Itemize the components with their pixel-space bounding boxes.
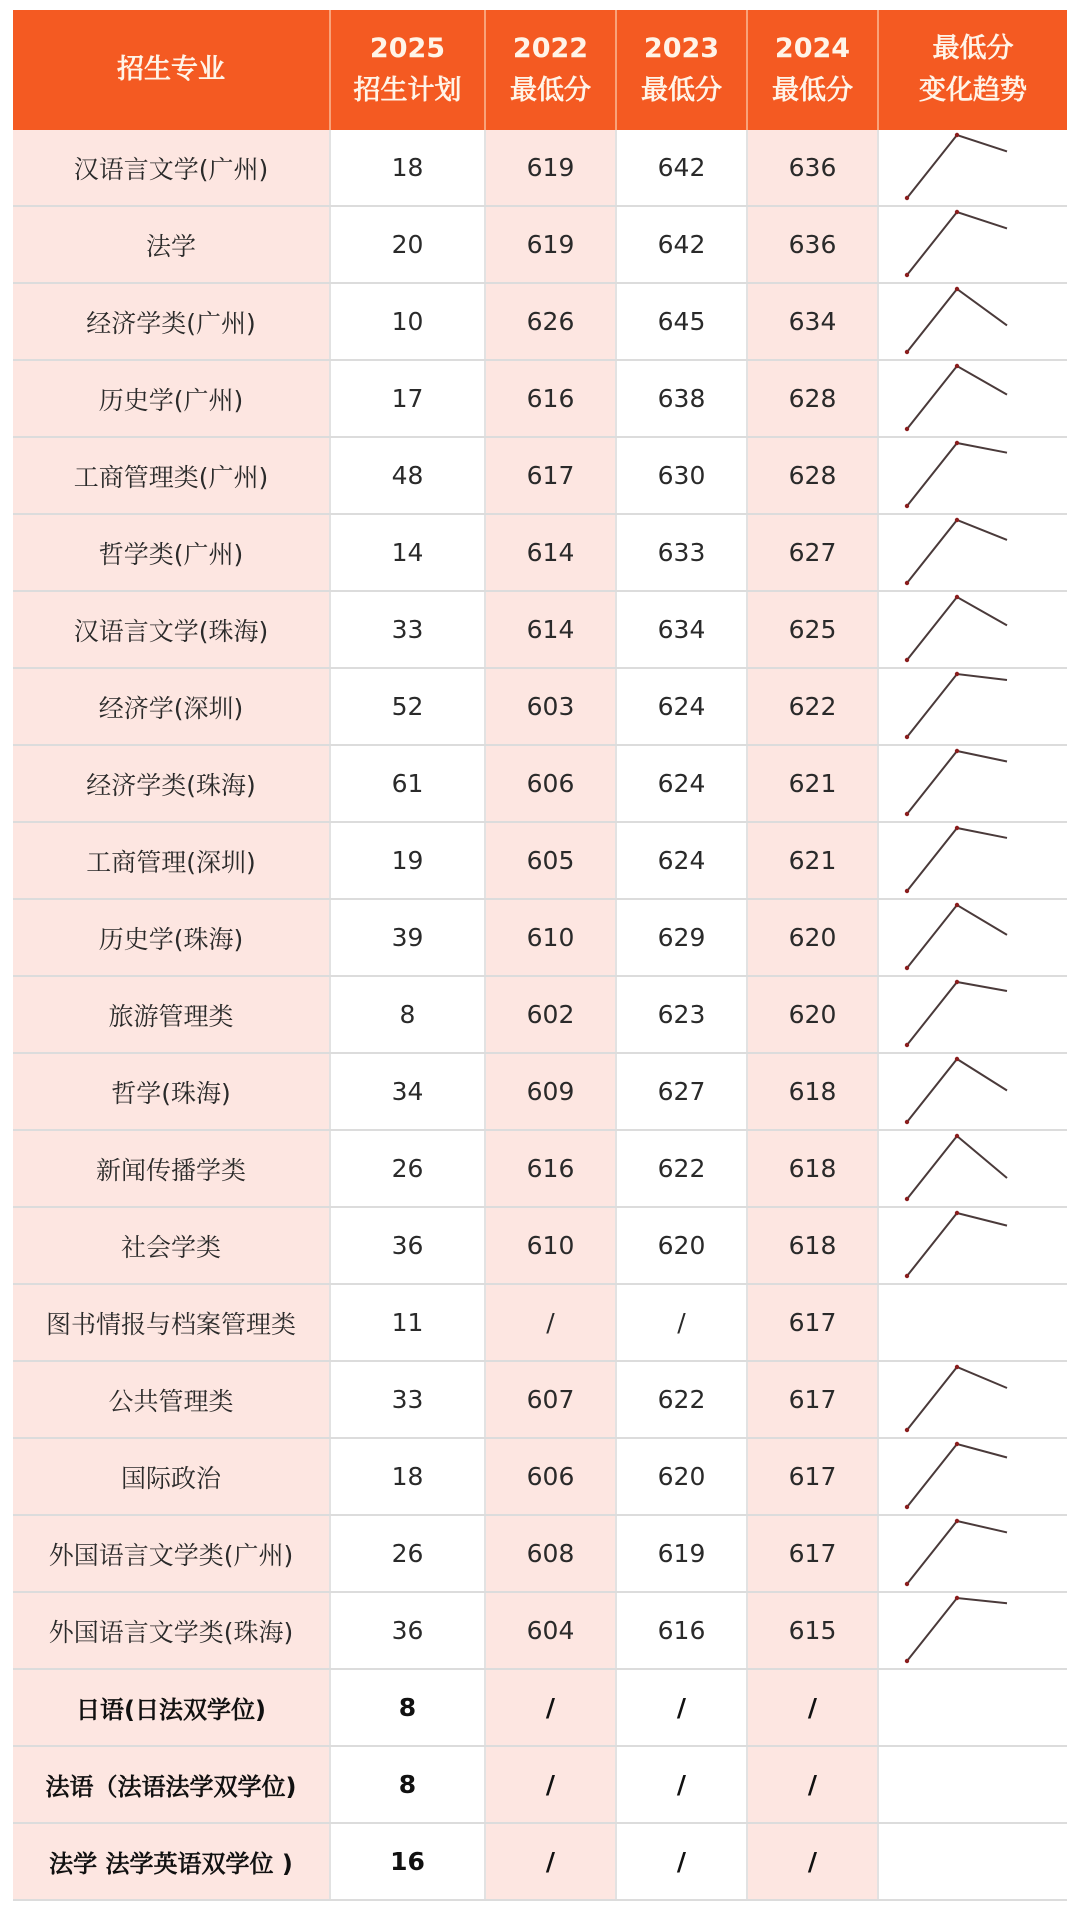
trend-line bbox=[907, 212, 1007, 275]
min-score-2023-cell: 619 bbox=[616, 1515, 747, 1592]
header-major: 招生专业 bbox=[13, 10, 330, 130]
trend-point bbox=[905, 1428, 909, 1432]
min-score-2023-cell: 642 bbox=[616, 206, 747, 283]
min-score-2024-cell: 622 bbox=[747, 668, 878, 745]
table-row bbox=[13, 1053, 1067, 1130]
table-body bbox=[13, 130, 1067, 1900]
trend-point bbox=[905, 196, 909, 200]
min-score-2024-cell: 620 bbox=[747, 899, 878, 976]
header-min-2024: 2024 最低分 bbox=[747, 10, 878, 130]
trend-sparkline bbox=[879, 361, 1068, 436]
trend-point bbox=[955, 1365, 959, 1369]
trend-line bbox=[907, 1367, 1007, 1430]
min-score-2022-cell: / bbox=[485, 1823, 616, 1900]
min-score-2022-cell: 614 bbox=[485, 514, 616, 591]
trend-cell bbox=[878, 591, 1067, 668]
trend-line bbox=[907, 1521, 1007, 1584]
admission-score-table bbox=[13, 10, 1067, 1901]
header-plan-2025: 2025 招生计划 bbox=[330, 10, 485, 130]
plan-2025-cell: 14 bbox=[330, 514, 485, 591]
min-score-2022-cell: 614 bbox=[485, 591, 616, 668]
header-min-2022: 2022 最低分 bbox=[485, 10, 616, 130]
trend-sparkline bbox=[879, 1593, 1068, 1668]
trend-sparkline bbox=[879, 669, 1068, 744]
min-score-2024-cell: 636 bbox=[747, 206, 878, 283]
trend-sparkline bbox=[879, 592, 1068, 667]
min-score-2022-cell: / bbox=[485, 1284, 616, 1361]
trend-point bbox=[955, 1134, 959, 1138]
header-row bbox=[13, 10, 1067, 130]
trend-sparkline bbox=[879, 515, 1068, 590]
trend-point bbox=[955, 1211, 959, 1215]
min-score-2023-cell: 642 bbox=[616, 130, 747, 206]
table-row bbox=[13, 1823, 1067, 1900]
min-score-2024-cell: 628 bbox=[747, 437, 878, 514]
trend-point bbox=[905, 1197, 909, 1201]
plan-2025-cell: 8 bbox=[330, 1746, 485, 1823]
table-row bbox=[13, 899, 1067, 976]
min-score-2023-cell: / bbox=[616, 1669, 747, 1746]
trend-point bbox=[955, 672, 959, 676]
major-cell: 汉语言文学(珠海) bbox=[13, 591, 330, 668]
header-min-2023: 2023 最低分 bbox=[616, 10, 747, 130]
trend-point bbox=[955, 903, 959, 907]
trend-cell bbox=[878, 745, 1067, 822]
trend-line bbox=[907, 597, 1007, 660]
min-score-2024-cell: / bbox=[747, 1746, 878, 1823]
min-score-2023-cell: 633 bbox=[616, 514, 747, 591]
min-score-2023-cell: 616 bbox=[616, 1592, 747, 1669]
trend-point bbox=[955, 210, 959, 214]
min-score-2024-cell: 617 bbox=[747, 1515, 878, 1592]
table-row bbox=[13, 668, 1067, 745]
trend-sparkline bbox=[879, 1439, 1068, 1514]
table-row bbox=[13, 1669, 1067, 1746]
min-score-2024-cell: 627 bbox=[747, 514, 878, 591]
trend-point bbox=[955, 518, 959, 522]
score-table-container bbox=[13, 10, 1067, 1901]
trend-cell bbox=[878, 1053, 1067, 1130]
trend-cell bbox=[878, 1746, 1067, 1823]
trend-line bbox=[907, 905, 1007, 968]
trend-sparkline bbox=[879, 746, 1068, 821]
plan-2025-cell: 11 bbox=[330, 1284, 485, 1361]
trend-line bbox=[907, 366, 1007, 429]
major-cell: 图书情报与档案管理类 bbox=[13, 1284, 330, 1361]
min-score-2022-cell: 603 bbox=[485, 668, 616, 745]
plan-2025-cell: 39 bbox=[330, 899, 485, 976]
major-cell: 旅游管理类 bbox=[13, 976, 330, 1053]
table-row bbox=[13, 822, 1067, 899]
trend-point bbox=[955, 1596, 959, 1600]
min-score-2024-cell: 618 bbox=[747, 1207, 878, 1284]
trend-point bbox=[905, 889, 909, 893]
trend-point bbox=[905, 1505, 909, 1509]
trend-point bbox=[905, 658, 909, 662]
min-score-2024-cell: 618 bbox=[747, 1053, 878, 1130]
table-row bbox=[13, 283, 1067, 360]
trend-point bbox=[905, 966, 909, 970]
trend-point bbox=[955, 287, 959, 291]
trend-sparkline bbox=[879, 1208, 1068, 1283]
min-score-2024-cell: / bbox=[747, 1823, 878, 1900]
trend-line bbox=[907, 135, 1007, 198]
min-score-2023-cell: 629 bbox=[616, 899, 747, 976]
table-row bbox=[13, 1592, 1067, 1669]
min-score-2022-cell: 609 bbox=[485, 1053, 616, 1130]
min-score-2023-cell: 634 bbox=[616, 591, 747, 668]
plan-2025-cell: 20 bbox=[330, 206, 485, 283]
trend-cell bbox=[878, 1515, 1067, 1592]
major-cell: 日语(日法双学位) bbox=[13, 1669, 330, 1746]
trend-line bbox=[907, 1059, 1007, 1122]
trend-point bbox=[955, 980, 959, 984]
major-cell: 历史学(珠海) bbox=[13, 899, 330, 976]
min-score-2024-cell: 617 bbox=[747, 1438, 878, 1515]
min-score-2022-cell: 604 bbox=[485, 1592, 616, 1669]
min-score-2024-cell: 636 bbox=[747, 130, 878, 206]
min-score-2022-cell: 608 bbox=[485, 1515, 616, 1592]
min-score-2022-cell: 610 bbox=[485, 1207, 616, 1284]
trend-cell bbox=[878, 437, 1067, 514]
trend-cell bbox=[878, 130, 1067, 206]
min-score-2023-cell: 620 bbox=[616, 1207, 747, 1284]
major-cell: 外国语言文学类(珠海) bbox=[13, 1592, 330, 1669]
trend-line bbox=[907, 289, 1007, 352]
min-score-2023-cell: 620 bbox=[616, 1438, 747, 1515]
trend-point bbox=[905, 1120, 909, 1124]
min-score-2023-cell: 630 bbox=[616, 437, 747, 514]
trend-line bbox=[907, 443, 1007, 506]
min-score-2022-cell: 617 bbox=[485, 437, 616, 514]
plan-2025-cell: 17 bbox=[330, 360, 485, 437]
table-row bbox=[13, 976, 1067, 1053]
trend-cell bbox=[878, 514, 1067, 591]
major-cell: 经济学(深圳) bbox=[13, 668, 330, 745]
trend-point bbox=[905, 1582, 909, 1586]
trend-line bbox=[907, 1598, 1007, 1661]
trend-cell bbox=[878, 668, 1067, 745]
min-score-2023-cell: 623 bbox=[616, 976, 747, 1053]
trend-point bbox=[955, 1442, 959, 1446]
trend-line bbox=[907, 1136, 1007, 1199]
min-score-2023-cell: 638 bbox=[616, 360, 747, 437]
min-score-2022-cell: 619 bbox=[485, 206, 616, 283]
table-row bbox=[13, 1438, 1067, 1515]
table-row bbox=[13, 1515, 1067, 1592]
min-score-2022-cell: 606 bbox=[485, 745, 616, 822]
table-row bbox=[13, 130, 1067, 206]
major-cell: 哲学类(广州) bbox=[13, 514, 330, 591]
trend-sparkline bbox=[879, 900, 1068, 975]
trend-sparkline bbox=[879, 977, 1068, 1052]
major-cell: 法学 法学英语双学位 ) bbox=[13, 1823, 330, 1900]
min-score-2024-cell: 615 bbox=[747, 1592, 878, 1669]
trend-cell bbox=[878, 206, 1067, 283]
min-score-2023-cell: 627 bbox=[616, 1053, 747, 1130]
trend-line bbox=[907, 1444, 1007, 1507]
major-cell: 公共管理类 bbox=[13, 1361, 330, 1438]
trend-point bbox=[955, 595, 959, 599]
trend-cell bbox=[878, 976, 1067, 1053]
trend-cell bbox=[878, 283, 1067, 360]
plan-2025-cell: 18 bbox=[330, 1438, 485, 1515]
trend-line bbox=[907, 982, 1007, 1045]
trend-cell bbox=[878, 360, 1067, 437]
min-score-2023-cell: 622 bbox=[616, 1130, 747, 1207]
major-cell: 法语（法语法学双学位) bbox=[13, 1746, 330, 1823]
table-row bbox=[13, 437, 1067, 514]
trend-line bbox=[907, 674, 1007, 737]
plan-2025-cell: 8 bbox=[330, 1669, 485, 1746]
min-score-2022-cell: 602 bbox=[485, 976, 616, 1053]
major-cell: 汉语言文学(广州) bbox=[13, 130, 330, 206]
plan-2025-cell: 36 bbox=[330, 1207, 485, 1284]
trend-point bbox=[905, 273, 909, 277]
trend-cell bbox=[878, 1823, 1067, 1900]
table-row bbox=[13, 360, 1067, 437]
min-score-2022-cell: / bbox=[485, 1746, 616, 1823]
trend-point bbox=[955, 133, 959, 137]
table-row bbox=[13, 1130, 1067, 1207]
trend-sparkline bbox=[879, 438, 1068, 513]
major-cell: 社会学类 bbox=[13, 1207, 330, 1284]
table-row bbox=[13, 514, 1067, 591]
trend-point bbox=[905, 1274, 909, 1278]
min-score-2023-cell: 624 bbox=[616, 668, 747, 745]
plan-2025-cell: 19 bbox=[330, 822, 485, 899]
min-score-2022-cell: 606 bbox=[485, 1438, 616, 1515]
plan-2025-cell: 18 bbox=[330, 130, 485, 206]
table-row bbox=[13, 1361, 1067, 1438]
table-row bbox=[13, 1207, 1067, 1284]
min-score-2023-cell: / bbox=[616, 1823, 747, 1900]
min-score-2022-cell: 616 bbox=[485, 1130, 616, 1207]
plan-2025-cell: 34 bbox=[330, 1053, 485, 1130]
trend-point bbox=[905, 812, 909, 816]
trend-line bbox=[907, 828, 1007, 891]
min-score-2022-cell: 610 bbox=[485, 899, 616, 976]
table-row bbox=[13, 1284, 1067, 1361]
trend-point bbox=[955, 749, 959, 753]
min-score-2022-cell: 616 bbox=[485, 360, 616, 437]
major-cell: 新闻传播学类 bbox=[13, 1130, 330, 1207]
trend-line bbox=[907, 520, 1007, 583]
plan-2025-cell: 61 bbox=[330, 745, 485, 822]
table-row bbox=[13, 745, 1067, 822]
plan-2025-cell: 36 bbox=[330, 1592, 485, 1669]
trend-point bbox=[955, 1057, 959, 1061]
min-score-2024-cell: 628 bbox=[747, 360, 878, 437]
trend-point bbox=[955, 441, 959, 445]
min-score-2022-cell: / bbox=[485, 1669, 616, 1746]
trend-cell bbox=[878, 822, 1067, 899]
trend-point bbox=[905, 350, 909, 354]
trend-point bbox=[905, 427, 909, 431]
min-score-2022-cell: 626 bbox=[485, 283, 616, 360]
table-row bbox=[13, 1746, 1067, 1823]
trend-sparkline bbox=[879, 1516, 1068, 1591]
min-score-2022-cell: 605 bbox=[485, 822, 616, 899]
header-trend: 最低分 变化趋势 bbox=[878, 10, 1067, 130]
trend-point bbox=[905, 735, 909, 739]
trend-sparkline bbox=[879, 1131, 1068, 1206]
trend-sparkline bbox=[879, 130, 1068, 205]
min-score-2024-cell: 634 bbox=[747, 283, 878, 360]
major-cell: 经济学类(广州) bbox=[13, 283, 330, 360]
min-score-2024-cell: / bbox=[747, 1669, 878, 1746]
min-score-2024-cell: 625 bbox=[747, 591, 878, 668]
trend-line bbox=[907, 751, 1007, 814]
min-score-2023-cell: 624 bbox=[616, 745, 747, 822]
min-score-2022-cell: 619 bbox=[485, 130, 616, 206]
trend-sparkline bbox=[879, 823, 1068, 898]
plan-2025-cell: 48 bbox=[330, 437, 485, 514]
major-cell: 经济学类(珠海) bbox=[13, 745, 330, 822]
plan-2025-cell: 16 bbox=[330, 1823, 485, 1900]
major-cell: 工商管理类(广州) bbox=[13, 437, 330, 514]
trend-cell bbox=[878, 1592, 1067, 1669]
min-score-2022-cell: 607 bbox=[485, 1361, 616, 1438]
plan-2025-cell: 33 bbox=[330, 591, 485, 668]
min-score-2024-cell: 617 bbox=[747, 1284, 878, 1361]
major-cell: 工商管理(深圳) bbox=[13, 822, 330, 899]
trend-cell bbox=[878, 1438, 1067, 1515]
trend-sparkline bbox=[879, 207, 1068, 282]
trend-point bbox=[905, 504, 909, 508]
trend-cell bbox=[878, 1669, 1067, 1746]
major-cell: 历史学(广州) bbox=[13, 360, 330, 437]
plan-2025-cell: 52 bbox=[330, 668, 485, 745]
table-header bbox=[13, 10, 1067, 130]
major-cell: 外国语言文学类(广州) bbox=[13, 1515, 330, 1592]
trend-cell bbox=[878, 899, 1067, 976]
trend-sparkline bbox=[879, 284, 1068, 359]
trend-point bbox=[905, 581, 909, 585]
plan-2025-cell: 10 bbox=[330, 283, 485, 360]
min-score-2024-cell: 620 bbox=[747, 976, 878, 1053]
min-score-2023-cell: / bbox=[616, 1746, 747, 1823]
trend-cell bbox=[878, 1284, 1067, 1361]
table-row bbox=[13, 206, 1067, 283]
trend-point bbox=[955, 1519, 959, 1523]
min-score-2024-cell: 621 bbox=[747, 745, 878, 822]
trend-point bbox=[905, 1659, 909, 1663]
trend-cell bbox=[878, 1361, 1067, 1438]
trend-sparkline bbox=[879, 1362, 1068, 1437]
trend-cell bbox=[878, 1130, 1067, 1207]
min-score-2023-cell: / bbox=[616, 1284, 747, 1361]
major-cell: 国际政治 bbox=[13, 1438, 330, 1515]
plan-2025-cell: 33 bbox=[330, 1361, 485, 1438]
min-score-2023-cell: 624 bbox=[616, 822, 747, 899]
min-score-2024-cell: 621 bbox=[747, 822, 878, 899]
plan-2025-cell: 26 bbox=[330, 1515, 485, 1592]
min-score-2023-cell: 622 bbox=[616, 1361, 747, 1438]
major-cell: 哲学(珠海) bbox=[13, 1053, 330, 1130]
min-score-2024-cell: 617 bbox=[747, 1361, 878, 1438]
major-cell: 法学 bbox=[13, 206, 330, 283]
trend-point bbox=[905, 1043, 909, 1047]
trend-point bbox=[955, 364, 959, 368]
table-row bbox=[13, 591, 1067, 668]
min-score-2024-cell: 618 bbox=[747, 1130, 878, 1207]
trend-point bbox=[955, 826, 959, 830]
plan-2025-cell: 8 bbox=[330, 976, 485, 1053]
plan-2025-cell: 26 bbox=[330, 1130, 485, 1207]
trend-cell bbox=[878, 1207, 1067, 1284]
trend-line bbox=[907, 1213, 1007, 1276]
trend-sparkline bbox=[879, 1054, 1068, 1129]
min-score-2023-cell: 645 bbox=[616, 283, 747, 360]
